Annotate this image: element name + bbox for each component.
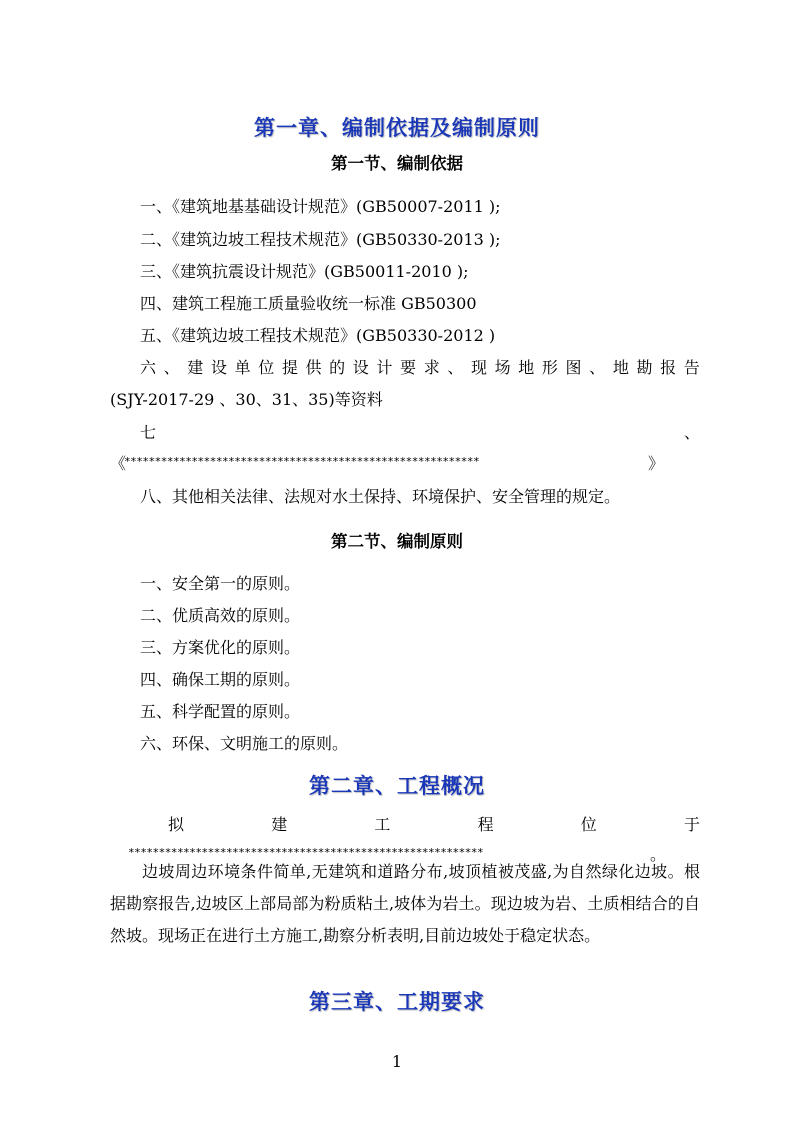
basis-item-2: 二、《建筑边坡工程技术规范》(GB50330-2013 );: [140, 230, 501, 249]
basis-item-5: 五、《建筑边坡工程技术规范》(GB50330-2012 ): [140, 326, 496, 345]
chapter1-title: 第一章、编制依据及编制原则: [254, 116, 540, 140]
chapter3-title: 第三章、工期要求: [309, 990, 485, 1014]
principle-item-1: 一、安全第一的原则。: [140, 574, 301, 593]
overview-intro-line: 拟 建 工 程 位 于: [168, 815, 700, 834]
basis-item-3: 三、《建筑抗震设计规范》(GB50011-2010 );: [140, 262, 469, 281]
basis-item-6-line2: (SJY-2017-29 、30、31、35)等资料: [110, 390, 383, 409]
section2-title: 第二节、编制原则: [331, 532, 463, 551]
basis-item-6-line1: 六 、 建 设 单 位 提 供 的 设 计 要 求 、 现 场 地 形 图 、 地 勘 报 告: [140, 358, 700, 377]
overview-masked-location: **********************************************************: [128, 846, 484, 859]
section1-title: 第一节、编制依据: [331, 154, 463, 173]
basis-item-7-close-bracket: 》: [648, 454, 665, 473]
basis-item-7-open-bracket: 《: [110, 454, 127, 473]
basis-item-7-line1: 七 、: [140, 423, 700, 442]
basis-item-1: 一、《建筑地基基础设计规范》(GB50007-2011 );: [140, 197, 501, 216]
principle-item-3: 三、方案优化的原则。: [140, 638, 301, 657]
chapter2-title: 第二章、工程概况: [309, 774, 485, 798]
principle-item-6: 六、环保、文明施工的原则。: [140, 734, 349, 753]
basis-item-4: 四、建筑工程施工质量验收统一标准 GB50300: [140, 294, 477, 313]
overview-paragraph: 边坡周边环境条件简单,无建筑和道路分布,坡顶植被茂盛,为自然绿化边坡。根据勘察报告,边坡区上部局部为粉质粘土,坡体为岩土。现边坡为岩、土质相结合的自然坡。现场正在进行土方施工,勘察分析表明,目前边坡处于稳定状态。: [110, 862, 700, 945]
page-number: 1: [391, 1052, 403, 1071]
principle-item-5: 五、科学配置的原则。: [140, 702, 301, 721]
basis-item-7-masked: **********************************************************: [124, 455, 480, 468]
overview-masked-end: 。: [650, 845, 667, 864]
basis-item-8: 八、其他相关法律、法规对水土保持、环境保护、安全管理的规定。: [140, 487, 621, 506]
principle-item-2: 二、优质高效的原则。: [140, 606, 301, 625]
principle-item-4: 四、确保工期的原则。: [140, 670, 301, 689]
